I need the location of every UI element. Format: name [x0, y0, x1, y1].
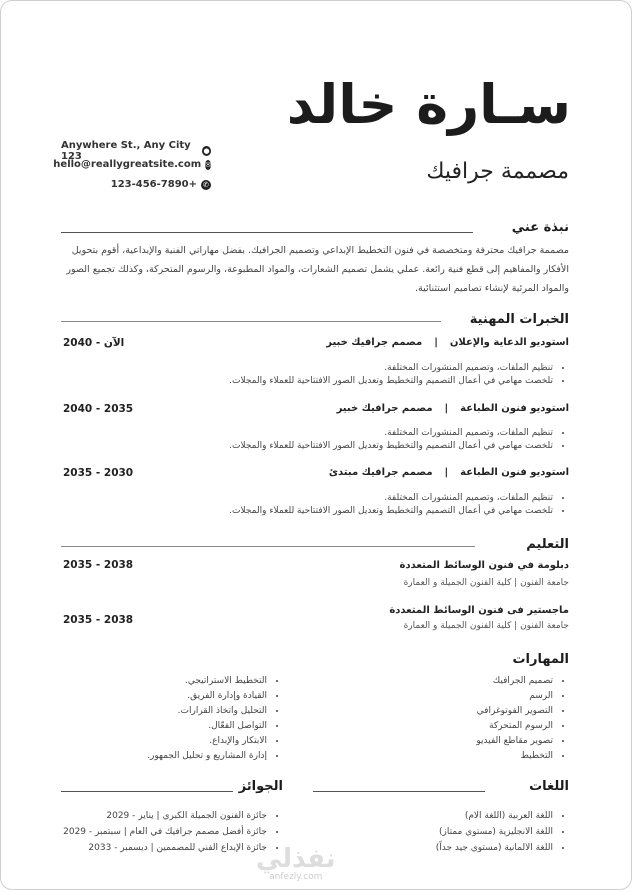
about-heading: نبذة عني — [511, 220, 569, 235]
contact-email — [53, 159, 211, 170]
list-item: • تلخصت مهامي في أعمال التصميم والتخطيط وتعديل الصور الافتتاحية للعملاء والمجلات. — [229, 375, 553, 388]
job-dates: 2040 - 2035 — [63, 403, 134, 415]
list-item: • القيادة وإدارة الفريق. — [147, 689, 267, 704]
job-dates: 2035 - 2030 — [63, 467, 134, 479]
role: مصمم جرافيك مبتدئ — [328, 467, 433, 478]
list-item: • تصميم الجرافيك — [476, 674, 553, 689]
list-item: • جائزة الفنون الجميلة الكبري | يناير - 2029 — [63, 808, 267, 824]
email-icon: ✉ — [205, 160, 211, 169]
school-name: جامعة الفنون | كلية الفنون الجميلة و العمارة — [403, 578, 569, 588]
divider — [61, 321, 441, 322]
experience-heading: الخبرات المهنية — [469, 312, 569, 327]
list-item: • اللغة الالمانية (مستوي جيد جداً) — [436, 840, 553, 856]
phone-text: 123-456-7890+ — [110, 179, 197, 190]
company: استوديو فنون الطباعة — [460, 403, 569, 414]
job-bullets — [229, 427, 569, 453]
watermark-text: نفذلي — [256, 844, 336, 874]
divider — [61, 546, 475, 547]
skills-list-primary — [476, 674, 569, 764]
awards-heading: الجوائز — [238, 779, 283, 794]
contact-phone — [61, 179, 211, 190]
list-item: • الرسوم المتحركة — [476, 719, 553, 734]
degree-title: ماجستير فى فنون الوسائط المتعددة — [389, 605, 569, 616]
list-item: • التواصل الفعّال. — [147, 719, 267, 734]
company: استوديو فنون الطباعة — [460, 467, 569, 478]
candidate-name: سـارة خالد — [286, 73, 571, 136]
job-dates: 2040 - الآن — [63, 337, 125, 349]
job-title: مصممة جرافيك — [426, 159, 569, 184]
list-item: • الرسم — [476, 689, 553, 704]
list-item: • اللغة العربية (اللغة الام) — [436, 808, 553, 824]
list-item: • اللغة الانجليزية (مستوي ممتاز) — [436, 824, 553, 840]
phone-icon: ✆ — [201, 180, 211, 190]
job-bullets — [229, 492, 569, 518]
list-item: • تصوير مقاطع الفيديو — [476, 734, 553, 749]
education-dates: 2035 - 2038 — [63, 559, 134, 571]
divider — [61, 232, 473, 233]
list-item: • إدارة المشاريع و تحليل الجمهور. — [147, 749, 267, 764]
job-entry-title: استوديو الدعاية والإعلان|مصمم جرافيك خبير — [326, 337, 569, 348]
job-entry-title: استوديو فنون الطباعة|مصمم جرافيك خبير — [336, 403, 569, 414]
list-item: • تنظيم الملفات، وتصميم المنشورات المختلفة. — [229, 492, 553, 505]
list-item: • التصوير الفوتوغرافي — [476, 704, 553, 719]
email-text[interactable]: hello@reallygreatsite.com — [53, 159, 202, 170]
education-dates: 2035 - 2038 — [63, 614, 134, 626]
divider — [313, 791, 485, 792]
address-text: Anywhere St., Any City 123 — [61, 140, 191, 162]
list-item: • تلخصت مهامي في أعمال التصميم والتخطيط وتعديل الصور الافتتاحية للعملاء والمجلات. — [229, 505, 553, 518]
role: مصمم جرافيك خبير — [336, 403, 433, 414]
location-pin-icon: ● — [203, 147, 210, 155]
list-item: • التحليل واتخاذ القرارات. — [147, 704, 267, 719]
job-bullets — [229, 362, 569, 388]
watermark-url: anfezly.com — [269, 872, 323, 882]
divider — [61, 791, 233, 792]
degree-title: دبلومة في فنون الوسائط المتعددة — [399, 560, 569, 571]
skills-heading: المهارات — [512, 652, 569, 667]
school-name: جامعة الفنون | كلية الفنون الجميلة و العمارة — [403, 621, 569, 631]
company: استوديو الدعاية والإعلان — [449, 337, 569, 348]
languages-heading: اللغات — [529, 779, 569, 794]
list-item: • تنظيم الملفات، وتصميم المنشورات المختلفة. — [229, 427, 553, 440]
about-text: مصممة جرافيك محترفة ومتخصصة في فنون التخطيط الإبداعي وتصميم الجرافيك. بفضل مهاراتي الفنية والإبداعية، أقوم بتحويل الأفكار والمفاهيم إلى قطع فنية رائعة. عملي يشمل تصميم الشعارات، والمواد المطبوعة، والرسوم المتحركة، وكذلك تجميع الصور والمواد المرئية لإنشاء تصاميم استثنائية. — [66, 245, 569, 294]
role: مصمم جرافيك خبير — [326, 337, 423, 348]
watermark-logo — [256, 846, 336, 882]
education-heading: التعليم — [526, 537, 569, 552]
list-item: • تنظيم الملفات، وتصميم المنشورات المختلفة. — [229, 362, 553, 375]
languages-list — [436, 808, 569, 856]
list-item: • تلخصت مهامي في أعمال التصميم والتخطيط وتعديل الصور الافتتاحية للعملاء والمجلات. — [229, 440, 553, 453]
list-item: • الابتكار والإبداع. — [147, 734, 267, 749]
list-item: • جائزة الإبداع الفني للمصممين | ديسمبر - 2033 — [63, 840, 267, 856]
awards-list — [63, 808, 283, 856]
list-item: • جائزة أفضل مصمم جرافيك في العام | سبتمبر - 2029 — [63, 824, 267, 840]
list-item: • التخطيط — [476, 749, 553, 764]
job-entry-title: استوديو فنون الطباعة|مصمم جرافيك مبتدئ — [328, 467, 569, 478]
skills-list-secondary — [147, 674, 283, 764]
list-item: • التخطيط الاستراتيجي. — [147, 674, 267, 689]
